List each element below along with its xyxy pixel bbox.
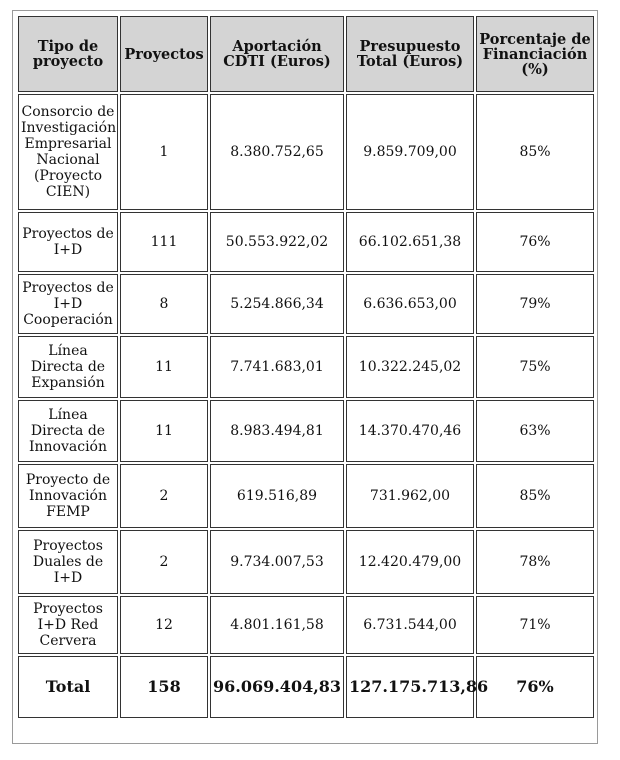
cell-aportacion: 9.734.007,53 — [210, 530, 344, 594]
total-proyectos: 158 — [120, 656, 208, 718]
cell-proyectos: 11 — [120, 400, 208, 462]
cell-presupuesto: 10.322.245,02 — [346, 336, 474, 398]
cell-aportacion: 8.983.494,81 — [210, 400, 344, 462]
cell-aportacion: 8.380.752,65 — [210, 94, 344, 210]
table-row — [18, 274, 594, 334]
cell-presupuesto: 66.102.651,38 — [346, 212, 474, 272]
cell-proyectos: 2 — [120, 530, 208, 594]
cell-proyectos: 111 — [120, 212, 208, 272]
cell-tipo: Proyectos de I+D — [18, 212, 118, 272]
total-row — [18, 656, 594, 718]
table-row — [18, 530, 594, 594]
cell-presupuesto: 12.420.479,00 — [346, 530, 474, 594]
cell-presupuesto: 14.370.470,46 — [346, 400, 474, 462]
cell-tipo: Línea Directa de Expansión — [18, 336, 118, 398]
cell-proyectos: 1 — [120, 94, 208, 210]
cell-tipo: Proyectos de I+D Cooperación — [18, 274, 118, 334]
cell-tipo: Proyectos Duales de I+D — [18, 530, 118, 594]
cell-aportacion: 5.254.866,34 — [210, 274, 344, 334]
table-row — [18, 400, 594, 462]
cell-proyectos: 12 — [120, 596, 208, 654]
cell-porcentaje: 78% — [476, 530, 594, 594]
total-presupuesto: 127.175.713,86 — [346, 656, 474, 718]
total-porcentaje: 76% — [476, 656, 594, 718]
cell-porcentaje: 76% — [476, 212, 594, 272]
cell-presupuesto: 731.962,00 — [346, 464, 474, 528]
cell-proyectos: 8 — [120, 274, 208, 334]
table-row — [18, 212, 594, 272]
cell-presupuesto: 9.859.709,00 — [346, 94, 474, 210]
cell-aportacion: 4.801.161,58 — [210, 596, 344, 654]
cell-aportacion: 619.516,89 — [210, 464, 344, 528]
cell-presupuesto: 6.731.544,00 — [346, 596, 474, 654]
cell-porcentaje: 85% — [476, 94, 594, 210]
table-header — [18, 16, 594, 92]
cell-tipo: Consorcio de Investigación Empresarial Nacional (Proyecto CIEN) — [18, 94, 118, 210]
table-row — [18, 94, 594, 210]
total-label: Total — [18, 656, 118, 718]
header-row — [18, 16, 594, 92]
header-tipo-proyecto: Tipo de proyecto — [18, 16, 118, 92]
cell-tipo: Línea Directa de Innovación — [18, 400, 118, 462]
cell-porcentaje: 79% — [476, 274, 594, 334]
table-body — [18, 94, 594, 718]
cell-proyectos: 11 — [120, 336, 208, 398]
table-row — [18, 336, 594, 398]
cell-tipo: Proyectos I+D Red Cervera — [18, 596, 118, 654]
table-row — [18, 464, 594, 528]
table-row — [18, 596, 594, 654]
header-proyectos: Proyectos — [120, 16, 208, 92]
header-porcentaje-financiacion: Porcentaje de Financiación (%) — [476, 16, 594, 92]
header-aportacion-cdti: Aportación CDTI (Euros) — [210, 16, 344, 92]
funding-table — [16, 14, 596, 720]
cell-porcentaje: 75% — [476, 336, 594, 398]
cell-aportacion: 50.553.922,02 — [210, 212, 344, 272]
header-presupuesto-total: Presupuesto Total (Euros) — [346, 16, 474, 92]
cell-tipo: Proyecto de Innovación FEMP — [18, 464, 118, 528]
cell-porcentaje: 71% — [476, 596, 594, 654]
total-aportacion: 96.069.404,83 — [210, 656, 344, 718]
cell-porcentaje: 85% — [476, 464, 594, 528]
cell-presupuesto: 6.636.653,00 — [346, 274, 474, 334]
cell-aportacion: 7.741.683,01 — [210, 336, 344, 398]
cell-proyectos: 2 — [120, 464, 208, 528]
cell-porcentaje: 63% — [476, 400, 594, 462]
